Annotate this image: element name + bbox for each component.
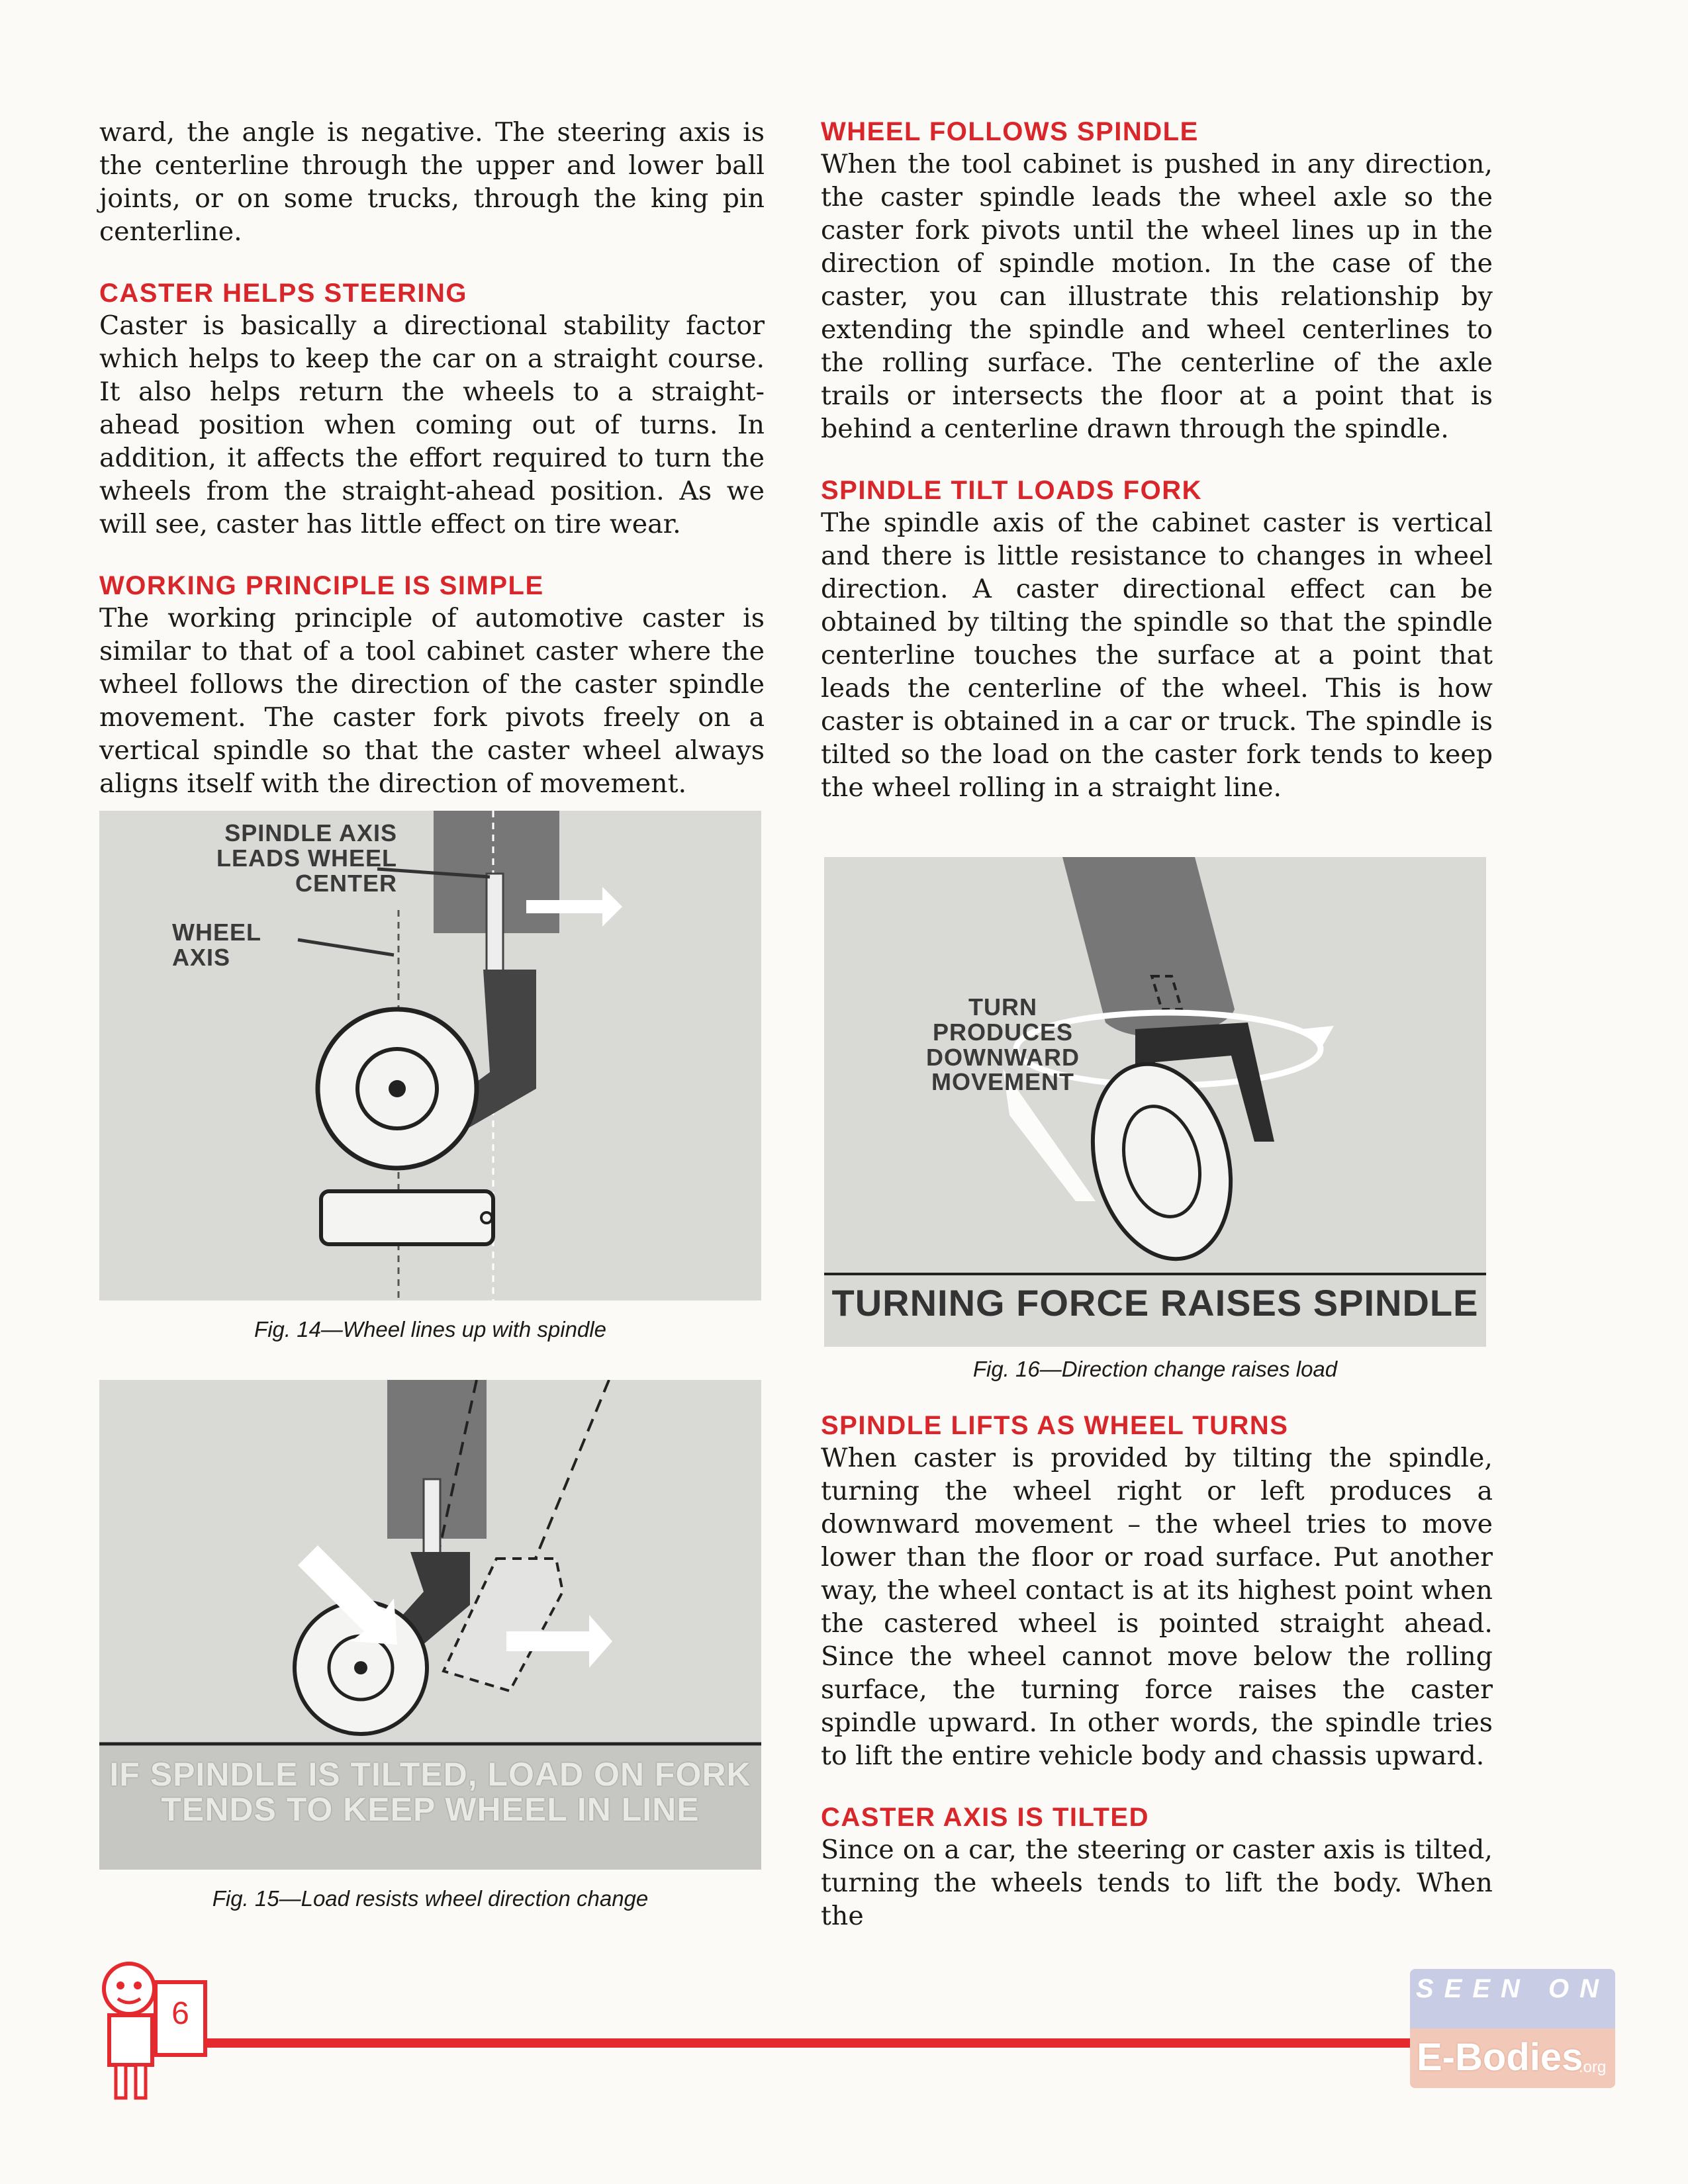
figure-16 — [824, 857, 1486, 1347]
tilted-spindle — [424, 1479, 440, 1559]
intro-paragraph: ward, the angle is negative. The steering axis is the centerline through the upper and lower ball joints, or on some trucks, through the king pin centerline. — [99, 117, 765, 247]
section-heading: CASTER AXIS IS TILTED — [821, 1803, 1149, 1832]
right-column-bottom — [821, 1410, 1493, 1962]
figure-15-caption: Fig. 15—Load resists wheel direction change — [212, 1886, 649, 1911]
section-heading: WORKING PRINCIPLE IS SIMPLE — [99, 571, 544, 600]
turning-force-illustration — [824, 857, 1486, 1347]
label-wheel-axis: WHEEL AXIS — [172, 919, 261, 971]
section-spindle-lifts — [821, 1410, 1493, 1772]
label-spindle-axis: SPINDLE AXIS LEADS WHEEL CENTER — [216, 819, 397, 897]
section-body: When caster is provided by tilting the spindle, turning the wheel right or left produces a downward movement – the wheel tries to move lower than the floor or road surface. Put another way, the wheel contact is at its highest point when the castered wheel is pointed straight ahead. Since the wheel cannot move below the rolling surface, the turning force raises the caster spindle upward. In other words, the spindle tries to lift the entire vehicle body and chassis upward. — [821, 1443, 1493, 1771]
figure-16-caption: Fig. 16—Direction change raises load — [972, 1357, 1338, 1381]
label-turning-force: TURNING FORCE RAISES SPINDLE — [831, 1282, 1479, 1324]
section-wheel-follows-spindle — [821, 116, 1493, 445]
section-body: The spindle axis of the cabinet caster is vertical and there is little resistance to changes in wheel direction. A caster directional effect can be obtained by tilting the spindle so that the spindle centerline touches the surface at a point that leads the centerline of the wheel. This is how caster is obtained in a car or truck. The spindle is tilted so the load on the caster fork tends to keep the wheel rolling in a straight line. — [821, 508, 1493, 803]
figure-14-caption: Fig. 14—Wheel lines up with spindle — [254, 1317, 606, 1342]
section-heading: SPINDLE LIFTS AS WHEEL TURNS — [821, 1411, 1289, 1440]
label-turn-produces: TURN PRODUCES DOWNWARD MOVEMENT — [926, 993, 1080, 1096]
section-body: Since on a car, the steering or caster axis is tilted, turning the wheels tends to lift the body. When the — [821, 1835, 1493, 1931]
section-heading: SPINDLE TILT LOADS FORK — [821, 476, 1202, 505]
label-tilted-spindle: IF SPINDLE IS TILTED, LOAD ON FORK TENDS TO KEEP WHEEL IN LINE — [109, 1756, 751, 1828]
section-caster-helps-steering — [99, 277, 765, 541]
section-body: The working principle of automotive caster is similar to that of a tool cabinet caster where the wheel follows the direction of the caster spindle movement. The caster fork pivots freely on a vertical spindle so that the caster wheel always aligns itself with the direction of movement. — [99, 603, 765, 799]
section-body: Caster is basically a directional stability factor which helps to keep the car on a straight course. It also helps return the wheels to a straight-ahead position when coming out of turns. In addition, it affects the effort required to turn the wheels from the straight-ahead position. As we will see, caster has little effect on tire wear. — [99, 310, 765, 539]
section-working-principle — [99, 570, 765, 800]
footer-rule — [199, 2038, 1456, 2048]
section-heading: WHEEL FOLLOWS SPINDLE — [821, 117, 1199, 146]
seen-on-badge[interactable] — [1410, 1969, 1615, 2088]
spindle-shaft — [487, 874, 503, 986]
figure-15 — [99, 1380, 761, 1870]
badge-brand: E-Bodies — [1417, 2036, 1583, 2079]
section-heading: CASTER HELPS STEERING — [99, 279, 468, 308]
badge-suffix: .org — [1579, 2058, 1607, 2076]
page-number: 6 — [171, 1996, 189, 2031]
wheel-top-view — [321, 1191, 493, 1244]
section-spindle-tilt-loads-fork — [821, 475, 1493, 804]
figure-14 — [99, 811, 761, 1300]
right-column-top — [821, 116, 1493, 833]
section-caster-axis-tilted — [821, 1801, 1493, 1933]
left-column — [99, 116, 765, 829]
badge-top-text: SEEN ON — [1415, 1974, 1610, 2003]
section-body: When the tool cabinet is pushed in any direction, the caster spindle leads the wheel axle so the caster fork pivots until the wheel lines up in the direction of spindle motion. In the case of the caster, you can illustrate this relationship by extending the spindle and wheel centerlines to the rolling surface. The centerline of the axle trails or intersects the floor at a point that is behind a centerline drawn through the spindle. — [821, 149, 1493, 444]
mascot-logo — [93, 1959, 212, 2105]
